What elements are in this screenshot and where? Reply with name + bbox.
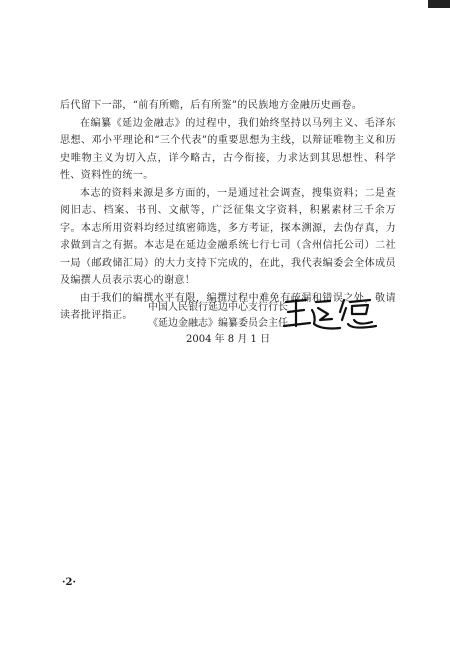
page-corner-mark [428, 0, 450, 8]
paragraph-guiding-principle: 在编纂《延边金融志》的过程中，我们始终坚持以马列主义、毛泽东思想、邓小平理论和“三个代表”的重要思想为主线，以辩证唯物主义和历史唯物主义为切入点，详今略古，古今衔接，力求达到其思想性、科学性、资料性的统一。 [60, 117, 396, 181]
paragraph-closing: 由于我们的编撰水平有限，编撰过程中难免有疏漏和错误之处，敬请读者批评指正。 [60, 292, 396, 321]
handwritten-signature [282, 290, 378, 338]
signature-block [148, 300, 288, 348]
page-number: ·2· [62, 577, 76, 588]
signer-title-committee: 《延边金融志》编纂委员会主任 [148, 318, 288, 329]
paragraph-sources: 本志的资料来源是多方面的，一是通过社会调查，搜集资料；二是查阅旧志、档案、书刊、文献等，广泛征集文字资料，积累素材三千余万字。本志所用资料均经过缜密筛选，多方考证，探本溯源，去伪存真，力求做到言之有据。本志是在延边金融系统七行七司（含州信托公司）二社一局（邮政储汇局）的大力支持下完成的，在此，我代表编委会全体成员及编撰人员表示衷心的谢意！ [60, 187, 396, 286]
signer-title-bank: 中国人民银行延边中心支行行长 [148, 302, 288, 313]
paragraph-continuation: 后代留下一部，“前有所赡，后有所鉴”的民族地方金融历史画卷。 [60, 100, 363, 111]
signature-date: 2004 年 8 月 1 日 [186, 334, 271, 345]
